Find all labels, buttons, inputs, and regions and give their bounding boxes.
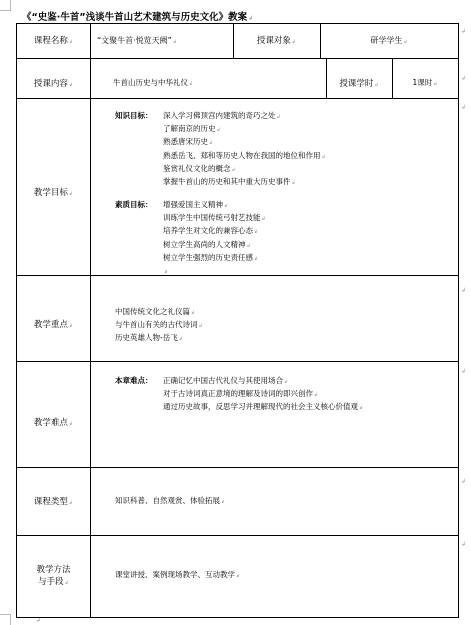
hours-value: 1课时↲ — [412, 78, 438, 87]
row-divider — [17, 467, 458, 468]
difficulty-label: 教学难点↲ — [33, 418, 74, 428]
course-type-value: 知识科普、自然观赏、体验拓展↲ — [115, 496, 226, 505]
method-label: 教学方法 与手段↲ — [36, 565, 71, 587]
row-divider — [17, 535, 458, 536]
list-item: 正确记忆中国古代礼仪与其使用场合↲ — [163, 376, 289, 385]
content-label: 授课内容↲ — [33, 79, 74, 89]
row-end-mark: ↲ — [461, 541, 467, 548]
method-value: 课堂讲授、案例现场教学、互动教学↲ — [115, 570, 241, 579]
crop-mark — [0, 614, 11, 625]
audience-value: 研学学生↲ — [370, 36, 408, 45]
column-divider — [90, 24, 91, 617]
list-item: 历史英雄人物-岳飞↲ — [115, 333, 183, 343]
paragraph-mark: ↲ — [36, 617, 42, 624]
list-item: 熟悉岳飞、郑和等历史人物在我国的地位和作用↲ — [163, 150, 326, 160]
quality-goals — [163, 199, 266, 278]
row-end-mark: ↲ — [461, 478, 467, 485]
audience-label: 授课对象↲ — [256, 36, 297, 46]
course-name-label: 课程名称↲ — [33, 36, 74, 46]
hours-label: 授课学时↲ — [339, 79, 379, 89]
list-item: 熟悉唐宋历史↲ — [163, 137, 214, 147]
crop-mark — [0, 0, 11, 11]
quality-heading: 素质目标： — [115, 200, 153, 209]
goals-label: 教学目标↲ — [33, 188, 74, 198]
list-item: 通过历史故事，反思学习并理解现代的社会主义核心价值观↲ — [163, 402, 364, 412]
lesson-plan-table — [16, 23, 459, 618]
list-item: 与牛首山有关的古代诗词↲ — [115, 320, 203, 330]
list-item: 增强爱国主义精神↲ — [163, 200, 229, 209]
row-divider — [17, 98, 458, 99]
list-item: 深入学习佛顶宫内建筑的奇巧之处↲ — [163, 111, 281, 120]
list-item: 培养学生对文化的兼容心态↲ — [163, 226, 259, 236]
row-end-mark: ↲ — [461, 75, 467, 82]
empty-paragraph: ↲ — [164, 269, 169, 276]
list-item: 中国传统文化之礼仪篇↲ — [115, 307, 196, 316]
row-divider — [17, 361, 458, 362]
difficulty-heading: 本章难点： — [115, 376, 153, 385]
list-item: 掌握牛首山的历史和其中重大历史事件↲ — [163, 177, 296, 187]
list-item: 训练学生中国传统弓射艺技能↲ — [163, 213, 266, 223]
list-item: 树立学生高尚的人文精神↲ — [163, 239, 251, 249]
list-item: 鉴赏礼仪文化的概念↲ — [163, 163, 236, 173]
course-type-label: 课程类型↲ — [33, 497, 74, 507]
list-item: 对于古诗词真正意境的理解及诗词的即兴创作↲ — [163, 389, 319, 399]
content-value: 牛首山历史与中华礼仪↲ — [113, 78, 194, 87]
row-end-mark: ↲ — [461, 104, 467, 111]
row-end-mark: ↲ — [461, 28, 467, 35]
key-points — [115, 306, 203, 346]
knowledge-goals — [163, 110, 326, 189]
list-item: 树立学生强烈的历史责任感↲ — [163, 252, 259, 262]
knowledge-heading: 知识目标： — [115, 111, 153, 120]
row-end-mark: ↲ — [461, 368, 467, 375]
list-item: 了解南京的历史↲ — [163, 124, 221, 134]
difficulty-points — [163, 375, 363, 415]
document-title: 《“史鉴·牛首”浅谈牛首山艺术建筑与历史文化》教案↲ — [22, 12, 254, 23]
course-name-value: “文聚牛首·悦览天阙”↲ — [97, 36, 178, 45]
key-points-label: 教学重点↲ — [33, 320, 74, 330]
row-end-mark: ↲ — [461, 287, 467, 294]
